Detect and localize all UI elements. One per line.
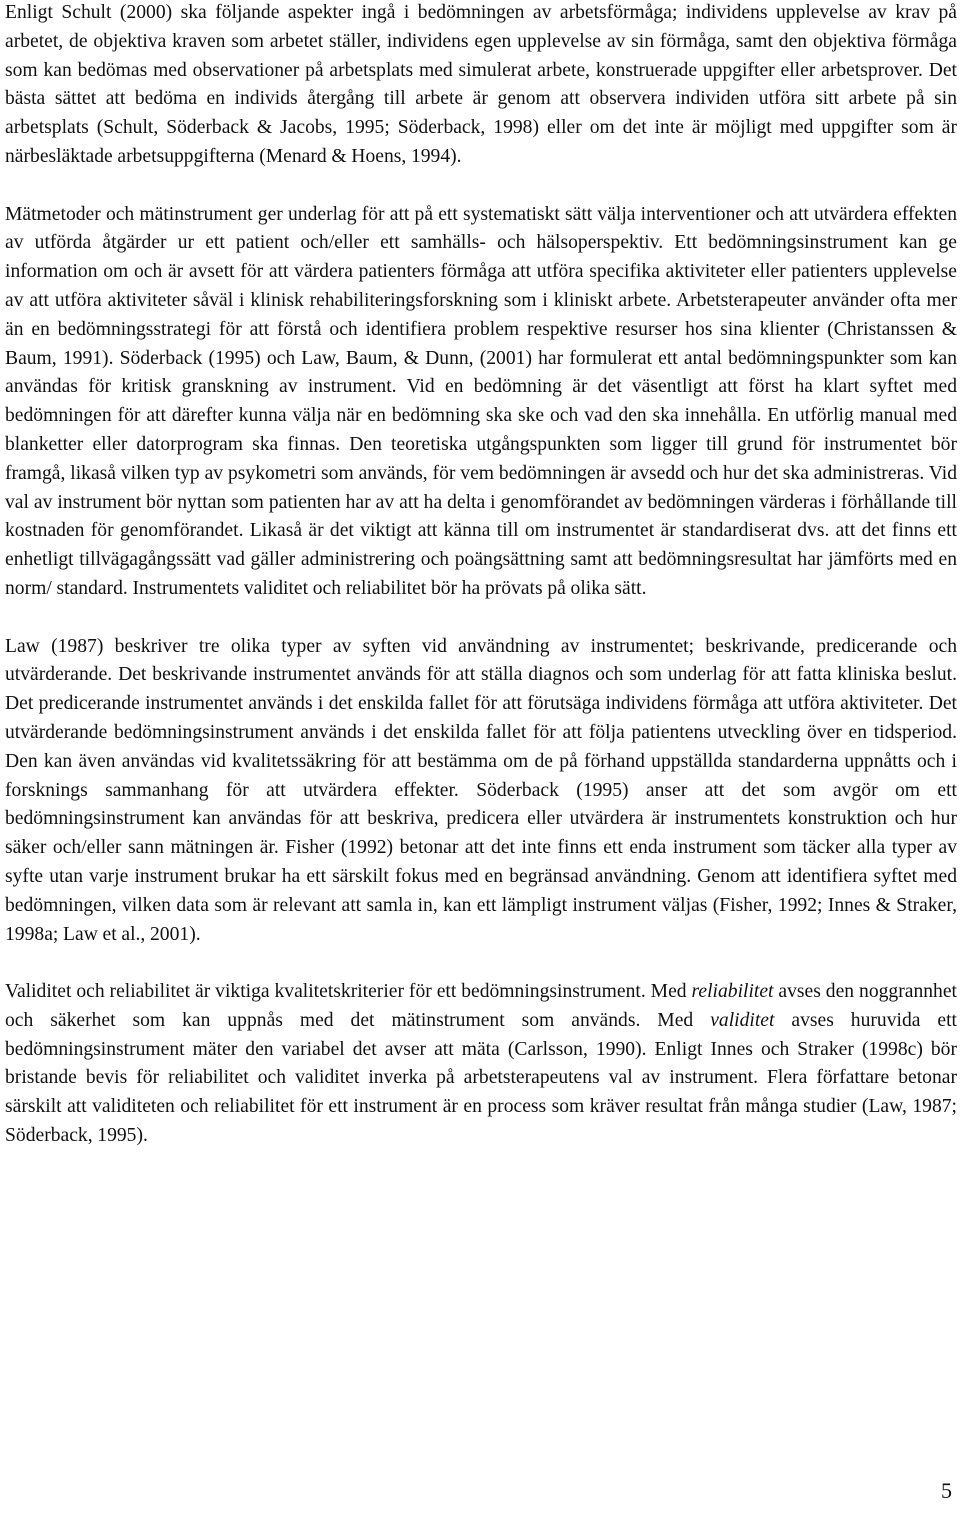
page-number: 5 — [941, 1478, 952, 1503]
term-validity: validitet — [710, 1009, 775, 1031]
paragraph-measurement-methods: Mätmetoder och mätinstrument ger underlag för att på ett systematiskt sätt välja interventioner och att utvärdera effekten av utförda åtgärder ur ett patient och/eller ett samhälls- och hälsoperspektiv. Ett bedömningsinstrument kan ge information om och är avsett för att värdera patienters förmåga att utföra specifika aktiviteter eller patienters upplevelse av att utföra aktiviteter såväl i klinisk rehabiliteringsforskning som i kliniskt arbete. Arbetsterapeuter använder ofta mer än en bedömningsstrategi för att förstå och identifiera problem respektive resurser hos sina klienter (Christanssen & Baum, 1991). Söderback (1995) och Law, Baum, & Dunn, (2001) har formulerat ett antal bedömningspunkter som kan användas för kritisk granskning av instrument. Vid en bedömning är det väsentligt att först ha klart syftet med bedömningen för att därefter kunna välja när en bedömning ska ske och vad den ska innehålla. En utförlig manual med blanketter eller datorprogram ska finnas. Den teoretiska utgångspunkten som ligger till grund för instrumentet bör framgå, likaså vilken typ av psykometri som används, för vem bedömningen är avsedd och hur det ska administreras. Vid val av instrument bör nyttan som patienten har av att ha delta i genomförandet av bedömningen värderas i förhållande till kostnaden för genomförandet. Likaså är det viktigt att känna till om instrumentet är standardiserat dvs. att det finns ett enhetligt tillvägagångssätt vad gäller administrering och poängsättning samt att bedömningsresultat har jämförts med en norm/ standard. Instrumentets validitet och reliabilitet bör ha prövats på olika sätt. — [5, 203, 957, 599]
paragraph-text-segment: avses den noggrannhet och säkerhet som kan uppnås med det mätinstrument som används. Med — [5, 981, 957, 1031]
paragraph-text-segment: Validitet och reliabilitet är viktiga kvalitetskriterier för ett bedömningsinstrument. Med — [5, 981, 692, 1003]
document-page — [5, 0, 957, 1151]
paragraph-instrument-purposes: Law (1987) beskriver tre olika typer av syften vid användning av instrumentet; beskrivande, predicerande och utvärderande. Det beskrivande instrumentet används för att ställa diagnos och som underlag för att fatta kliniska beslut. Det predicerande instrumentet används i det enskilda fallet för att förutsäga individens förmåga att utföra aktiviteter. Det utvärderande bedömningsinstrument används i det enskilda fallet för att följa patientens utveckling över en tidsperiod. Den kan även användas vid kvalitetssäkring för att bestämma om de på förhand uppställda standarderna uppnåtts och i forsknings sammanhang för att utvärdera effekter. Söderback (1995) anser att det som avgör om ett bedömningsinstrument kan användas för att beskriva, predicera eller utvärdera är instrumentets konstruktion och hur säker och/eller sann mätningen är. Fisher (1992) betonar att det inte finns ett enda instrument som täcker alla typer av syfte utan varje instrument brukar ha ett särskilt fokus med en begränsad användning. Genom att identifiera syftet med bedömningen, vilken data som är relevant att samla in, kan ett lämpligt instrument väljas (Fisher, 1992; Innes & Straker, 1998a; Law et al., 2001). — [5, 635, 957, 945]
term-reliability: reliabilitet — [691, 981, 774, 1003]
paragraph-work-ability-assessment: Enligt Schult (2000) ska följande aspekter ingå i bedömningen av arbetsförmåga; individens upplevelse av krav på arbetet, de objektiva kraven som arbetet ställer, individens egen upplevelse av sin förmåga, samt den objektiva förmåga som kan bedömas med observationer på arbetsplats med simulerat arbete, konstruerade uppgifter eller arbetsprover. Det bästa sättet att bedöma en individs återgång till arbete är genom att observera individen utföra sitt arbete på sin arbetsplats (Schult, Söderback & Jacobs, 1995; Söderback, 1998) eller om det inte är möjligt med uppgifter som är närbesläktade arbetsuppgifterna (Menard & Hoens, 1994). — [5, 2, 957, 167]
paragraph-text-segment: avses huruvida ett bedömningsinstrument mäter den variabel det avser att mäta (Carlsson, 1990). Enligt Innes och Straker (1998c) bör bristande bevis för reliabilitet och validitet inverka på arbetsterapeutens val av instrument. Flera författare betonar särskilt att validiteten och reliabilitet för ett instrument är en process som kräver resultat från många studier (Law, 1987; Söderback, 1995). — [5, 1009, 957, 1147]
paragraph-validity-reliability — [5, 978, 957, 1151]
